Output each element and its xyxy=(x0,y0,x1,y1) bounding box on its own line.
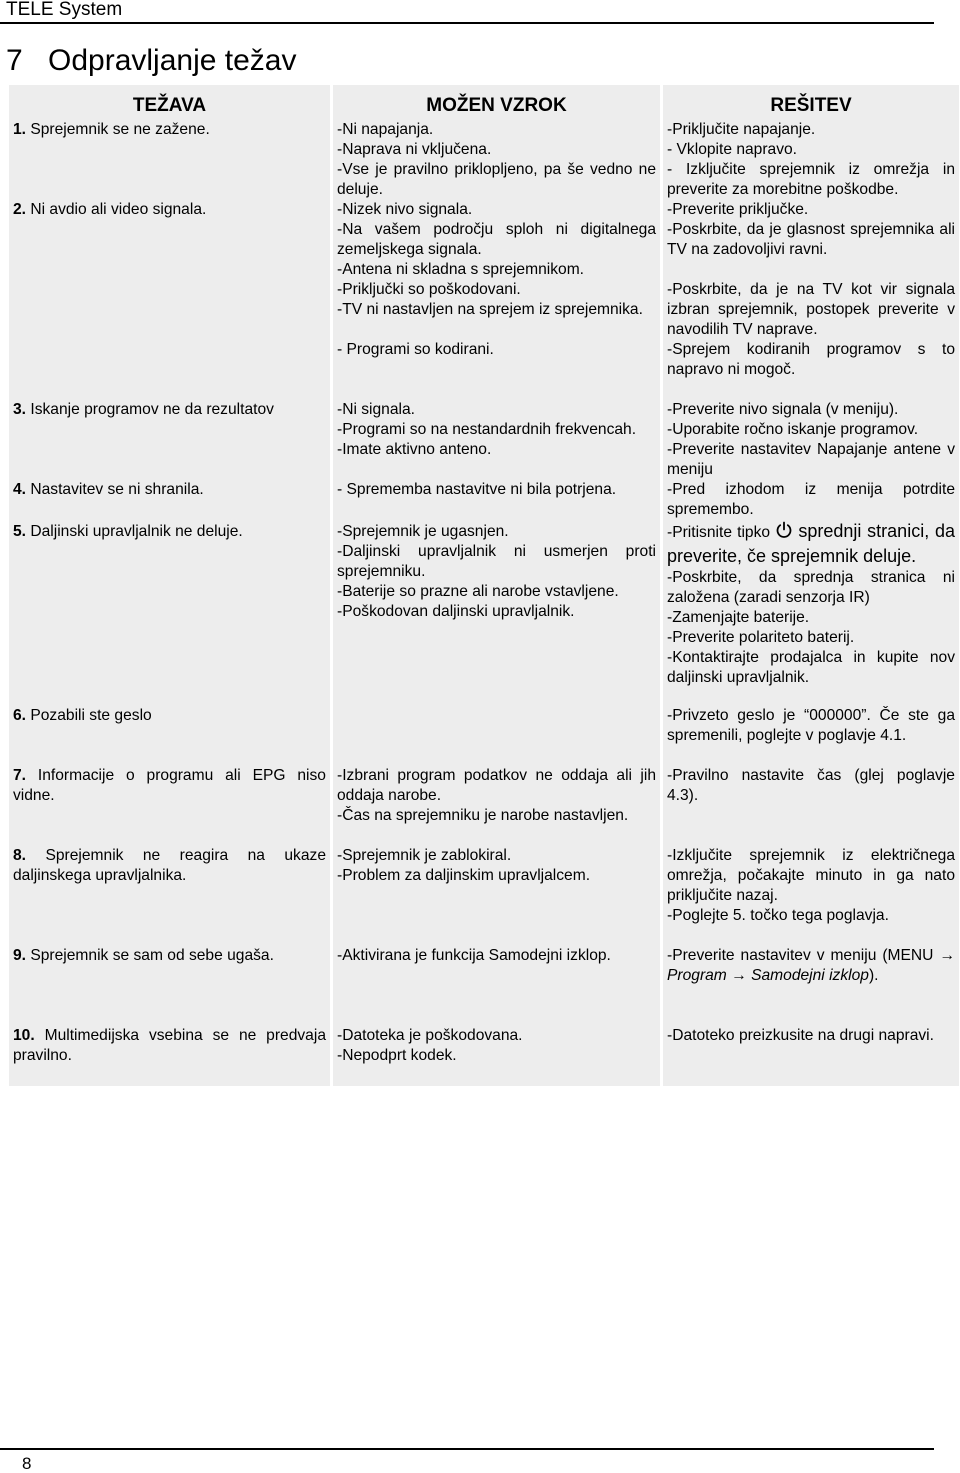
problem-text: Sprejemnik se ne zažene. xyxy=(30,121,210,138)
solution-item: -Pritisnite tipko xyxy=(667,524,771,541)
problem-number: 7. xyxy=(13,767,27,784)
solution-item: -Izključite sprejemnik iz električnega omrežja, počakajte minuto in ga nato priključite nazaj. xyxy=(667,847,955,904)
cause-item: -Priključki so poškodovani. xyxy=(337,281,521,298)
cause-cell xyxy=(332,200,662,400)
cause-item: -Na vašem področju sploh ni digitalnega zemeljskega signala. xyxy=(337,221,656,258)
solution-item: -Privzeto geslo je “000000”. Če ste ga spremenili, poglejte v poglavje 4.1. xyxy=(667,707,955,744)
problem-cell xyxy=(8,946,332,1026)
chapter-title xyxy=(6,44,296,78)
spacer xyxy=(337,320,656,340)
solution-item: -Sprejem kodiranih programov s to napravo ni mogoč. xyxy=(667,341,955,378)
header-cause: MOŽEN VZROK xyxy=(332,85,662,120)
cause-cell xyxy=(332,946,662,1026)
table-row xyxy=(8,120,960,200)
solution-item: -Poglejte 5. točko tega poglavja. xyxy=(667,907,889,924)
cause-item: -Aktivirana je funkcija Samodejni izklop. xyxy=(337,947,611,964)
cause-cell xyxy=(332,520,662,706)
cause-item: -Imate aktivno anteno. xyxy=(337,441,492,458)
problem-text: Sprejemnik se sam od sebe ugaša. xyxy=(30,947,274,964)
menu-label: MENU xyxy=(887,947,934,964)
header-rule xyxy=(0,22,934,24)
cause-item: -Antena ni skladna s sprejemnikom. xyxy=(337,261,585,278)
troubleshooting-table xyxy=(6,85,960,1086)
solution-cell xyxy=(662,1026,960,1086)
solution-cell xyxy=(662,946,960,1026)
arrow-icon: → xyxy=(939,947,955,964)
cause-cell xyxy=(332,766,662,846)
menu-program: Program xyxy=(667,967,727,984)
cause-cell xyxy=(332,846,662,946)
problem-number: 1. xyxy=(13,121,27,138)
cause-item: -Datoteka je poškodovana. xyxy=(337,1027,523,1044)
problem-number: 8. xyxy=(13,847,27,864)
solution-item: -Poskrbite, da sprednja stranica ni založena (zaradi senzorja IR) xyxy=(667,569,955,606)
problem-cell xyxy=(8,1026,332,1086)
spacer xyxy=(667,260,955,280)
solution-item: -Preverite nastavitev Napajanje antene v meniju xyxy=(667,441,955,478)
cause-item: -Daljinski upravljalnik ni usmerjen proti sprejemniku. xyxy=(337,543,656,580)
solution-item: -Poskrbite, da je na TV kot vir signala izbran sprejemnik, postopek preverite v navodilih TV naprave. xyxy=(667,281,955,338)
problem-number: 10. xyxy=(13,1027,35,1044)
power-icon xyxy=(775,521,793,545)
problem-text: Informacije o programu ali EPG niso vidne. xyxy=(13,767,326,804)
table-row xyxy=(8,400,960,480)
problem-text: Daljinski upravljalnik ne deluje. xyxy=(30,523,243,540)
problem-text: Sprejemnik ne reagira na ukaze daljinskega upravljalnika. xyxy=(13,847,326,884)
cause-item: -Sprejemnik je zablokiral. xyxy=(337,847,512,864)
problem-text: Multimedijska vsebina se ne predvaja pravilno. xyxy=(13,1027,326,1064)
header-problem: TEŽAVA xyxy=(8,85,332,120)
table-row xyxy=(8,1026,960,1086)
problem-cell xyxy=(8,200,332,400)
problem-number: 4. xyxy=(13,481,27,498)
solution-item: -Preverite nivo signala (v meniju). xyxy=(667,401,899,418)
problem-text: Pozabili ste geslo xyxy=(30,707,152,724)
solution-cell xyxy=(662,400,960,480)
table-row xyxy=(8,946,960,1026)
chapter-title-text: Odpravljanje težav xyxy=(48,44,297,77)
cause-item: -Poškodovan daljinski upravljalnik. xyxy=(337,603,575,620)
problem-number: 3. xyxy=(13,401,27,418)
solution-cell xyxy=(662,200,960,400)
problem-cell xyxy=(8,480,332,520)
solution-item: -Pravilno nastavite čas (glej poglavje 4.3). xyxy=(667,767,955,804)
solution-item: - Vklopite napravo. xyxy=(667,141,798,158)
cause-item: -TV ni nastavljen na sprejem iz sprejemnika. xyxy=(337,301,643,318)
table-row xyxy=(8,200,960,400)
problem-number: 2. xyxy=(13,201,27,218)
cause-item: -Baterije so prazne ali narobe vstavljene. xyxy=(337,583,619,600)
solution-item: - Izključite sprejemnik iz omrežja in preverite za morebitne poškodbe. xyxy=(667,161,955,198)
document-header: TELE System xyxy=(6,0,123,20)
problem-cell xyxy=(8,706,332,766)
solution-item: -Kontaktirajte prodajalca in kupite nov daljinski upravljalnik. xyxy=(667,649,955,686)
solution-item: sprednji stranici, da preverite, če sprejemnik deluje. xyxy=(667,521,956,566)
page-number: 8 xyxy=(22,1454,32,1473)
problem-text: Nastavitev se ni shranila. xyxy=(30,481,204,498)
cause-item: -Problem za daljinskim upravljalcem. xyxy=(337,867,591,884)
solution-item: -Preverite polariteto baterij. xyxy=(667,629,855,646)
problem-number: 5. xyxy=(13,523,27,540)
table-row xyxy=(8,480,960,520)
arrow-icon: → xyxy=(731,967,747,984)
solution-item: -Priključite napajanje. xyxy=(667,121,816,138)
solution-item: ). xyxy=(868,967,879,984)
solution-item: -Preverite nastavitev v meniju ( xyxy=(667,947,888,964)
problem-number: 6. xyxy=(13,707,27,724)
table-row xyxy=(8,846,960,946)
problem-cell xyxy=(8,520,332,706)
cause-cell xyxy=(332,400,662,480)
cause-cell xyxy=(332,120,662,200)
cause-item: -Ni signala. xyxy=(337,401,415,418)
cause-item: - Programi so kodirani. xyxy=(337,341,494,358)
problem-cell xyxy=(8,846,332,946)
cause-cell xyxy=(332,1026,662,1086)
cause-item: -Vse je pravilno priklopljeno, pa še vedno ne deluje. xyxy=(337,161,656,198)
solution-cell xyxy=(662,520,960,706)
solution-cell xyxy=(662,480,960,520)
solution-item: -Zamenjajte baterije. xyxy=(667,609,810,626)
cause-item: -Sprejemnik je ugasnjen. xyxy=(337,523,509,540)
table-row xyxy=(8,706,960,766)
solution-cell xyxy=(662,120,960,200)
header-solution: REŠITEV xyxy=(662,85,960,120)
solution-cell xyxy=(662,766,960,846)
cause-cell xyxy=(332,706,662,766)
cause-item: -Naprava ni vključena. xyxy=(337,141,492,158)
solution-item: -Uporabite ročno iskanje programov. xyxy=(667,421,919,438)
table-row xyxy=(8,520,960,706)
cause-item: -Nepodprt kodek. xyxy=(337,1047,457,1064)
cause-item: -Programi so na nestandardnih frekvencah. xyxy=(337,421,637,438)
problem-number: 9. xyxy=(13,947,27,964)
cause-item: - Sprememba nastavitve ni bila potrjena. xyxy=(337,481,617,498)
troubleshooting-table-wrapper xyxy=(6,85,959,1089)
problem-cell xyxy=(8,766,332,846)
solution-item: -Preverite priključke. xyxy=(667,201,809,218)
footer-rule xyxy=(0,1448,934,1450)
table-header-row xyxy=(8,85,960,120)
cause-item: -Nizek nivo signala. xyxy=(337,201,473,218)
cause-item: -Čas na sprejemniku je narobe nastavljen. xyxy=(337,807,629,824)
solution-cell xyxy=(662,846,960,946)
problem-text: Ni avdio ali video signala. xyxy=(30,201,207,218)
solution-item: -Pred izhodom iz menija potrdite spremembo. xyxy=(667,481,955,518)
solution-cell xyxy=(662,706,960,766)
problem-cell xyxy=(8,400,332,480)
cause-cell xyxy=(332,480,662,520)
problem-cell xyxy=(8,120,332,200)
cause-item: -Ni napajanja. xyxy=(337,121,434,138)
cause-item: -Izbrani program podatkov ne oddaja ali jih oddaja narobe. xyxy=(337,767,656,804)
chapter-number: 7 xyxy=(6,44,23,77)
solution-item-power xyxy=(667,520,955,568)
problem-text: Iskanje programov ne da rezultatov xyxy=(30,401,274,418)
table-row xyxy=(8,766,960,846)
solution-item: -Datoteko preizkusite na drugi napravi. xyxy=(667,1027,934,1044)
solution-item: -Poskrbite, da je glasnost sprejemnika ali TV na zadovoljivi ravni. xyxy=(667,221,955,258)
menu-auto-off: Samodejni izklop xyxy=(751,967,869,984)
